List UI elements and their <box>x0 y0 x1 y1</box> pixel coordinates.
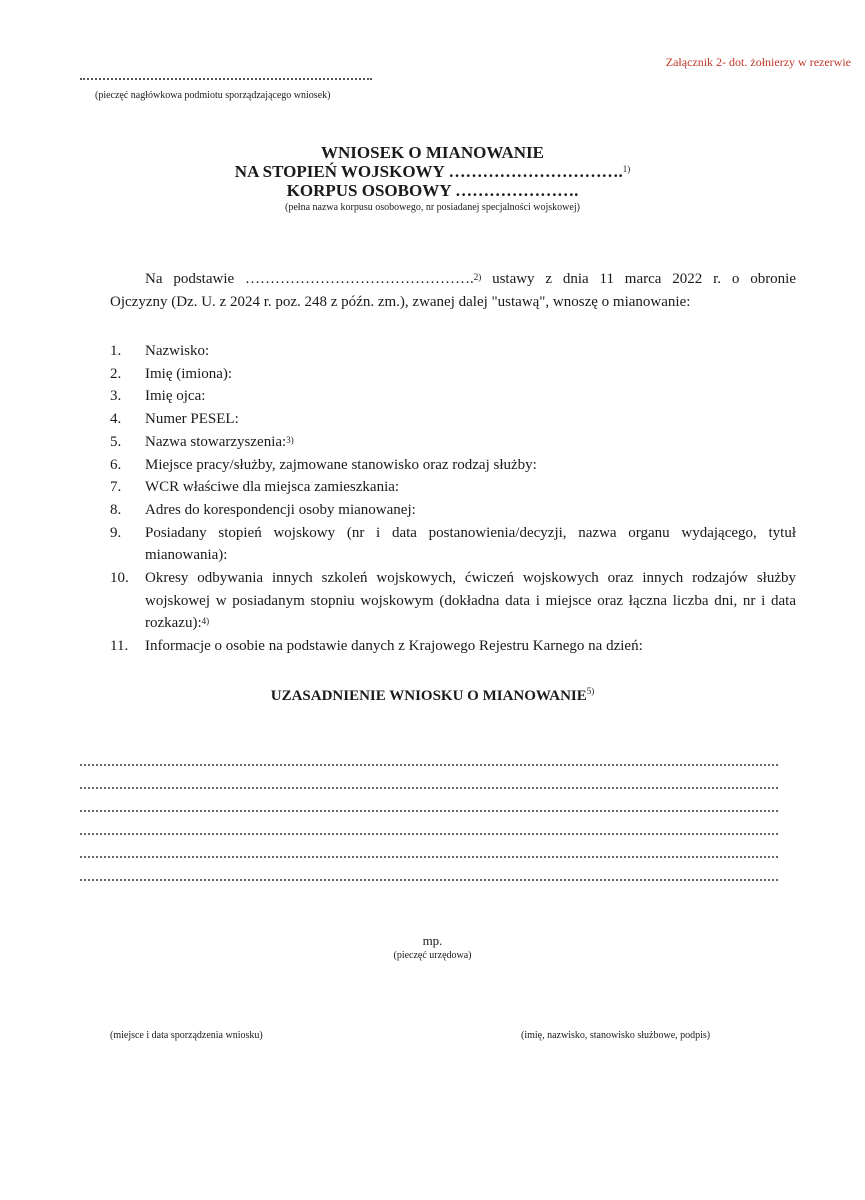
justification-line[interactable] <box>80 758 778 766</box>
footnote-2: 2) <box>473 272 482 282</box>
justification-line[interactable] <box>80 804 778 812</box>
footnote-5: 5) <box>586 686 595 696</box>
item-number: 6. <box>110 456 122 473</box>
item-label: Adres do korespondencji osoby mianowanej: <box>145 501 416 518</box>
list-item <box>110 408 796 431</box>
intro-paragraph <box>110 268 796 314</box>
list-item <box>110 385 796 408</box>
item-label: Imię (imiona): <box>145 365 233 382</box>
footnote-4: 4) <box>201 616 210 627</box>
item-number: 7. <box>110 479 122 496</box>
annex-label: Załącznik 2- dot. żołnierzy w rezerwie <box>665 55 851 69</box>
item-label: Numer PESEL: <box>145 411 239 428</box>
applicant-data-list <box>110 340 796 658</box>
intro-line-1 <box>110 268 796 291</box>
item-number: 5. <box>110 433 122 450</box>
official-stamp-label: mp. <box>422 933 443 948</box>
justification-heading <box>0 688 865 705</box>
justification-line[interactable] <box>80 873 778 881</box>
item-label: Miejsce pracy/służby, zajmowane stanowisko oraz rodzaj służby: <box>145 456 537 473</box>
list-item <box>110 340 796 363</box>
title-line-3[interactable]: KORPUS OSOBOWY …………………. <box>286 181 579 200</box>
item-label: Nazwisko: <box>145 343 210 359</box>
document-title <box>0 143 865 200</box>
item-label: Imię ojca: <box>145 388 206 405</box>
justification-line[interactable] <box>80 781 778 789</box>
item-number: 4. <box>110 411 122 428</box>
item-label: WCR właściwe dla miejsca zamieszkania: <box>145 479 400 496</box>
title-caption: (pełna nazwa korpusu osobowego, nr posiadanej specjalności wojskowej) <box>285 202 580 213</box>
official-stamp-caption: (pieczęć urzędowa) <box>393 950 472 961</box>
list-item <box>110 476 796 499</box>
list-item <box>110 635 796 658</box>
list-item <box>110 363 796 386</box>
place-date-caption: (miejsce i data sporządzenia wniosku) <box>110 1030 263 1041</box>
list-item <box>110 454 796 477</box>
signature-caption: (imię, nazwisko, stanowisko służbowe, podpis) <box>521 1030 711 1041</box>
item-number: 8. <box>110 501 122 518</box>
item-number: 3. <box>110 388 122 405</box>
justification-line[interactable] <box>80 827 778 835</box>
legal-basis-field[interactable]: Na podstawie ………………………………………. <box>145 271 474 287</box>
item-label: Okresy odbywania innych szkoleń wojskowych, ćwiczeń wojskowych oraz innych rodzajów służby wojskowej w posiadanym stopniu wojskowym (dokładna data i miejsce oraz łączna liczba dni, nr i data rozkazu): <box>145 570 796 632</box>
intro-text: ustawy z dnia 11 marca 2022 r. o obronie <box>481 271 797 287</box>
item-label: Nazwa stowarzyszenia: <box>145 433 287 450</box>
footnote-1: 1) <box>622 164 631 174</box>
justification-heading-text: UZASADNIENIE WNIOSKU O MIANOWANIE <box>270 688 587 704</box>
title-line-1: WNIOSEK O MIANOWANIE <box>321 143 544 162</box>
item-number: 1. <box>110 343 122 359</box>
header-stamp-field[interactable] <box>80 68 372 80</box>
item-number: 2. <box>110 365 122 382</box>
item-label: Posiadany stopień wojskowy (nr i data postanowienia/decyzji, nazwa organu wydającego, tytuł mianowania): <box>145 524 796 564</box>
list-item <box>110 431 796 454</box>
footnote-3: 3) <box>286 434 294 445</box>
list-item <box>110 499 796 522</box>
item-number: 11. <box>110 638 129 655</box>
header-stamp-caption: (pieczęć nagłówkowa podmiotu sporządzającego wniosek) <box>95 90 331 101</box>
intro-line-2: Ojczyzny (Dz. U. z 2024 r. poz. 248 z późn. zm.), zwanej dalej "ustawą", wnoszę o mianowanie: <box>110 294 691 310</box>
list-item <box>110 522 796 567</box>
item-number: 9. <box>110 524 122 541</box>
rank-field[interactable]: NA STOPIEŃ WOJSKOWY …………………………. <box>234 162 623 181</box>
item-number: 10. <box>110 570 129 587</box>
justification-line[interactable] <box>80 850 778 858</box>
title-line-2 <box>0 162 865 181</box>
list-item <box>110 567 796 635</box>
item-label: Informacje o osobie na podstawie danych z Krajowego Rejestru Karnego na dzień: <box>145 638 643 655</box>
